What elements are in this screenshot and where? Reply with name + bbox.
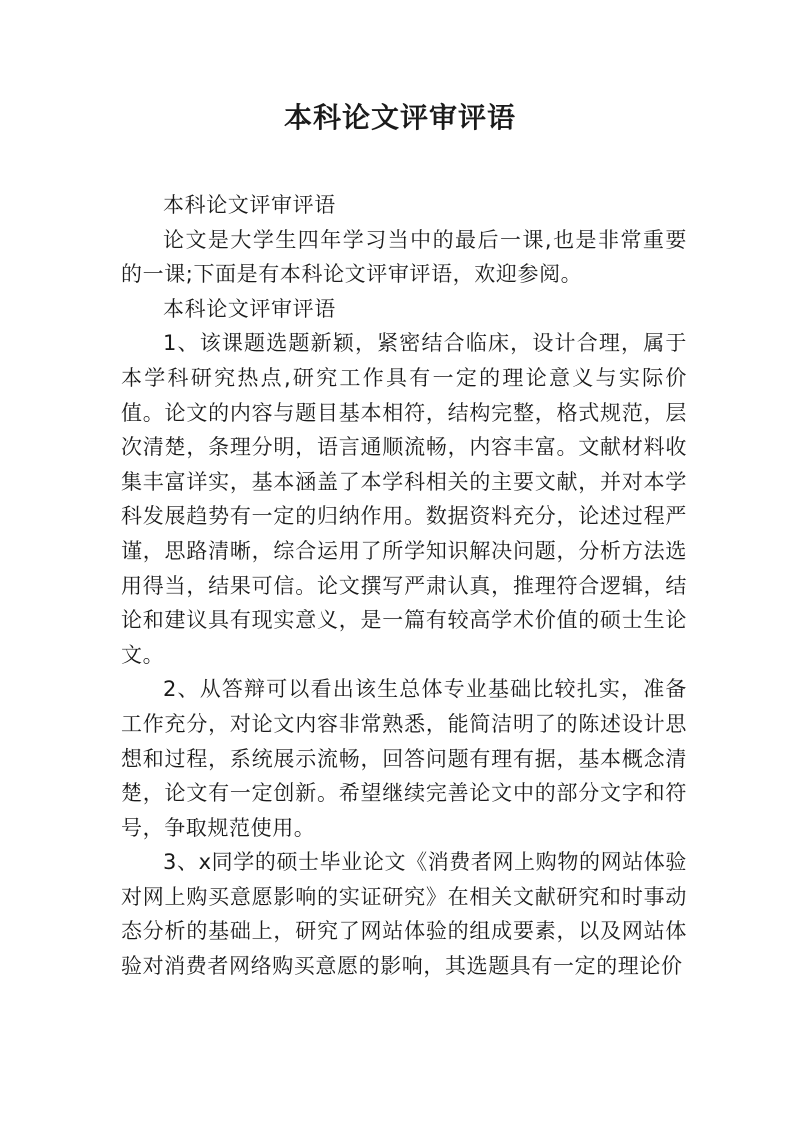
paragraph-comment-1: 1、该课题选题新颖，紧密结合临床，设计合理，属于本学科研究热点,研究工作具有一定的理论意义与实际价值。论文的内容与题目基本相符，结构完整，格式规范，层次清楚，条理分明，语言通顺流畅，内容丰富。文献材料收集丰富详实，基本涵盖了本学科相关的主要文献，并对本学科发展趋势有一定的归纳作用。数据资料充分，论述过程严谨，思路清晰，综合运用了所学知识解决问题，分析方法选用得当，结果可信。论文撰写严肃认真，推理符合逻辑，结论和建议具有现实意义，是一篇有较高学术价值的硕士生论文。 <box>121 331 687 667</box>
paragraph-comment-3: 3、x同学的硕士毕业论文《消费者网上购物的网站体验对网上购买意愿影响的实证研究》在相关文献研究和时事动态分析的基础上，研究了网站体验的组成要素，以及网站体验对消费者网络购买意愿的影响，其选题具有一定的理论价 <box>121 850 687 979</box>
paragraph-comment-2: 2、从答辩可以看出该生总体专业基础比较扎实，准备工作充分，对论文内容非常熟悉，能简洁明了的陈述设计思想和过程，系统展示流畅，回答问题有理有据，基本概念清楚，论文有一定创新。希望继续完善论文中的部分文字和符号，争取规范使用。 <box>121 677 687 840</box>
document-title: 本科论文评审评语 <box>283 101 516 134</box>
document-body <box>121 188 687 984</box>
paragraph-section-heading: 本科论文评审评语 <box>163 296 336 321</box>
paragraph-subtitle: 本科论文评审评语 <box>163 193 336 217</box>
paragraph-intro: 论文是大学生四年学习当中的最后一课,也是非常重要的一课;下面是有本科论文评审评语，欢迎参阅。 <box>121 227 687 287</box>
